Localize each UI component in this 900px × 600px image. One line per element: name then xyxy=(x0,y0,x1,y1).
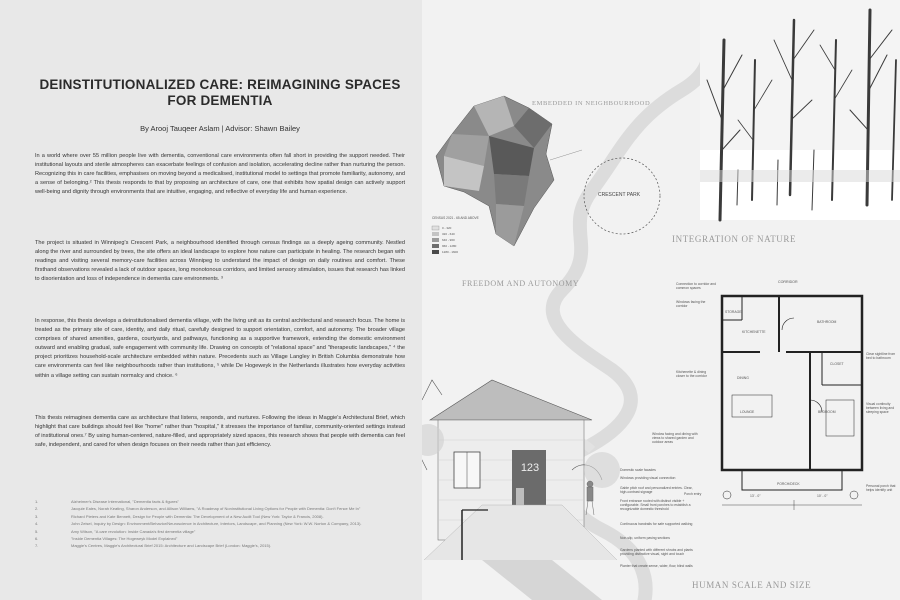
plan-note: Connection to corridor and common spaces xyxy=(676,282,716,291)
legend-item: 960 - 1280 xyxy=(442,244,457,248)
house-note: Non-slip, uniform paving sections xyxy=(620,536,670,540)
house-number: 123 xyxy=(520,462,540,474)
house-note: Continuous handrails for safe supported walking xyxy=(620,522,693,526)
house-note: Gable pitch roof and personalized entries. Clear, high-contrast signage xyxy=(620,486,693,495)
room-label: KITCHENETTE xyxy=(742,330,766,334)
reference-item: 2. Jacquie Eales, Norah Keating, Sharon Anderson, and Allison Williams, "A Roadmap of Noninstitutional Living Options for People with Dementia: Don't Fence Me In" xyxy=(35,506,361,512)
plan-note: Clear sightline from bed to bathroom xyxy=(866,352,896,361)
plan-note: Kitchenette & dining closer to the corridor xyxy=(676,370,707,379)
legend-item: 320 - 640 xyxy=(442,232,455,236)
winter-trees-photo xyxy=(700,0,900,220)
house-note: Gardens planted with different shrubs and plants providing distinctive visual, sight and touch xyxy=(620,548,693,557)
reference-item: 5. Amy Wilson, "A care revolution: Inside Canada's first dementia village" xyxy=(35,528,196,534)
plan-dimension: 10' - 0" xyxy=(817,494,828,498)
room-label: BEDROOM xyxy=(818,410,836,414)
plan-note: Windows facing the corridor xyxy=(676,300,706,309)
room-label: DINING xyxy=(737,376,749,380)
census-map xyxy=(436,96,554,246)
label-human-scale-and-size: HUMAN SCALE AND SIZE xyxy=(692,580,812,590)
references-list xyxy=(35,498,405,550)
room-label: LOUNGE xyxy=(740,410,755,414)
label-freedom-and-autonomy: FREEDOM AND AUTONOMY xyxy=(462,279,580,288)
drawings-page xyxy=(422,0,900,600)
page-title: DEINSTITUTIONALIZED CARE: REIMAGINING SPACES FOR DEMENTIA xyxy=(39,77,401,108)
reference-item: 1. Alzheimer's Disease International, "Dementia facts & figures" xyxy=(35,499,179,504)
room-label: PORCH/DECK xyxy=(777,482,800,486)
plan-note: Window facing and dining with views to shared garden and outdoor areas xyxy=(652,432,698,445)
reference-item: 7. Maggie's Centres, Maggie's Architectural Brief 2015: Architecture and Landscape Brief (London: Maggie's, 2015). xyxy=(35,543,272,549)
floor-plan xyxy=(722,296,862,510)
house-note: Front entrance rooted with distinct visible + configurable. Small front porches to establish a recognizable domestic threshold xyxy=(620,499,691,512)
plan-note: Visual continuity between living and sleeping space xyxy=(866,402,895,415)
room-label: STORAGE xyxy=(725,310,742,314)
house-note: Domestic scale facades xyxy=(620,468,656,472)
plan-label-corridor: CORRIDOR xyxy=(778,280,798,284)
reference-item: 4. John Zeisel, Inquiry by Design: Environment/Behavior/Neuroscience in Architecture, Interiors, Landscape, and Planning (New York: W.W. Norton & Company, 2013). xyxy=(35,521,362,527)
legend-item: 0 - 320 xyxy=(442,226,452,230)
text-page xyxy=(0,0,422,600)
paragraph-response: In response, this thesis develops a deinstitutionalised dementia village, with the living unit as its central architectural and research focus. The home is treated as the primary site of care, identity, and daily ritual, carefully designed to support orientation, comfort, and autonomy. The broader village comprises of shared amenities, gardens, courtyards, and pathways, functioning as a supportive framework, extending the domestic environment outward and enabling gradual, safe engagement with community life. Drawing on concepts of "relational space" and "therapeutic landscapes," ⁴ the project prioritizes household-scale architecture embedded within nature. Precedents such as Village Langley in British Columbia demonstrate how care environments can feel like neighbourhoods rather than institutions, ⁵ while De Hogeweyk in the Netherlands illustrates how everyday activities within a village setting can sustain normalcy and choice. ⁶ xyxy=(35,318,405,379)
label-embedded-in-neighbourhood: EMBEDDED IN NEIGHBOURHOOD xyxy=(532,100,651,107)
house-illustration xyxy=(422,380,620,600)
paragraph-intro: In a world where over 55 million people live with dementia, conventional care environments often fall short in providing the support needed. Their institutional layouts and sterile atmospheres can exacerbate feelings of confusion and isolation, accelerating decline rather than nurturing the person. Recognizing this in care facilities, emphasises on moving beyond a medicalised, institutional model to settings that promote familiarity, autonomy, and a sense of belonging.² This thesis responds to that by proposing an architecture of care, one that exhibits how spatial design can actively support well-being and dignity through environments that are intuitive, engaging, and reflective of everyday life and human experience. xyxy=(35,153,405,196)
label-integration-of-nature: INTEGRATION OF NATURE xyxy=(672,234,797,244)
house-note: Windows providing visual connection xyxy=(620,476,676,480)
room-label: CLOSET xyxy=(830,362,844,366)
house-note: Planter that create sense, wider, flow, blind walls xyxy=(620,564,693,568)
legend-item: 640 - 960 xyxy=(442,238,455,242)
reference-item: 3. Richard Pieters and Kate Bennett, Design for People with Dementia: The Development of a New Audit Tool (New York: Taylor & Francis, 2008). xyxy=(35,513,324,519)
byline: By Arooj Tauqeer Aslam | Advisor: Shawn Bailey xyxy=(140,124,300,133)
legend-item: 1280 - 1600 xyxy=(442,250,459,254)
map-legend xyxy=(432,226,439,254)
person-figure xyxy=(586,481,594,515)
plan-dimension: 13' - 0" xyxy=(750,494,761,498)
room-label: BATHROOM xyxy=(817,320,837,324)
plan-note: Porch entry xyxy=(684,492,702,496)
paragraph-site: The project is situated in Winnipeg's Crescent Park, a neighbourhood identified through census findings as a deeply ageing community. Nestled along the river and surrounded by trees, the site offers an ideal landscape to explore how nature can participate in healing. The research began with readings and visiting several memory-care facilities across Winnipeg to understand the impact of design on daily routines and comfort. These firsthand observations revealed a lack of outdoor spaces, long monotonous corridors, and limited sensory stimulation, issues that research has linked to disorientation and loss of independence in dementia care environments. ³ xyxy=(35,240,405,283)
plan-note: Personal porch that helps identify unit xyxy=(866,484,896,493)
crescent-park-label: CRESCENT PARK xyxy=(598,192,641,198)
paragraph-conclusion: This thesis reimagines dementia care as architecture that listens, responds, and nurtures. Following the ideas in Maggie's Architectural Brief, which highlight that care buildings should feel like "home" rather than "hospital," it stresses the importance of familiar, community-oriented settings instead of institutional ones.⁷ By using human-centered, nature-filled, and appropriately sized spaces, this research shows that people with dementia can feel safe, independent, and cared for when design focuses on their needs rather than just efficiency. xyxy=(35,415,405,449)
reference-item: 6. "Inside Dementia Villages: The Hogeweyk Model Explained" xyxy=(35,536,178,542)
legend-title: CENSUS 2021 - 65 AND ABOVE xyxy=(432,216,479,220)
